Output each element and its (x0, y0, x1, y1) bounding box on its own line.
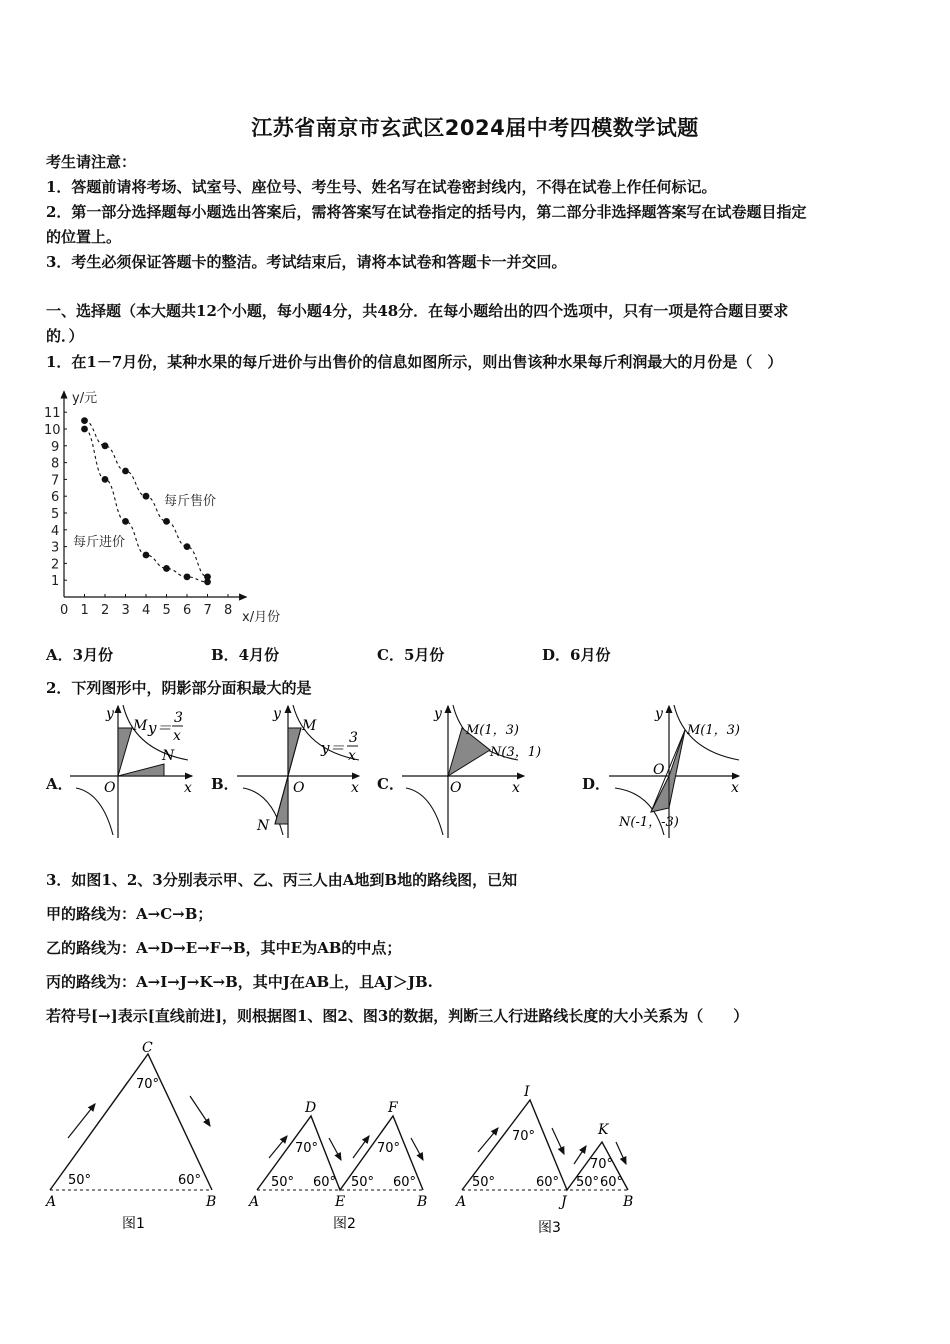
svg-text:N(-1，-3): N(-1，-3) (619, 815, 679, 830)
svg-text:N: N (162, 748, 175, 764)
svg-text:y＝: y＝ (148, 719, 172, 737)
section-heading-cont: 的．） (46, 327, 84, 345)
chart-x-axis-label: x/月份 (242, 610, 281, 625)
svg-text:3: 3 (349, 730, 358, 746)
svg-text:F: F (388, 1100, 398, 1116)
chart-x-tick-label: 0 (60, 603, 69, 618)
chart-x-tick-label: 7 (203, 603, 212, 618)
svg-text:50°: 50° (68, 1173, 92, 1188)
chart-y-tick-label: 10 (44, 423, 61, 438)
q3-route-bing: 丙的路线为：A→I→J→K→B，其中J在AB上，且AJ＞JB. (46, 973, 433, 991)
svg-text:x: x (348, 748, 356, 764)
svg-text:60°: 60° (178, 1173, 202, 1188)
svg-text:图1: 图1 (122, 1216, 145, 1232)
svg-text:O: O (293, 780, 305, 796)
q3-figure-3 (450, 1080, 650, 1240)
svg-text:A: A (249, 1194, 260, 1210)
svg-text:50°: 50° (576, 1175, 600, 1190)
chart-y-tick-label: 5 (51, 507, 60, 522)
q3-question: 若符号[→]表示[直线前进]，则根据图1、图2、图3的数据，判断三人行进路线长度的大小关系为（ ） (46, 1007, 749, 1025)
svg-text:M(1，3): M(1，3) (687, 723, 740, 738)
svg-text:A: A (46, 1194, 57, 1210)
chart-y-tick-label: 11 (44, 406, 61, 422)
chart-y-tick-label: 1 (51, 574, 60, 590)
q2-option-a-label: A． (46, 775, 73, 793)
svg-text:y: y (434, 706, 442, 722)
chart-point (122, 518, 129, 525)
chart-x-tick-label: 8 (224, 603, 233, 618)
svg-text:70°: 70° (377, 1141, 401, 1156)
svg-text:70°: 70° (512, 1129, 536, 1144)
svg-text:60°: 60° (393, 1175, 417, 1190)
svg-text:60°: 60° (536, 1175, 560, 1190)
svg-text:A: A (456, 1194, 467, 1210)
page-title: 江苏省南京市玄武区2024届中考四模数学试题 (251, 116, 699, 140)
q2-option-d-label: D． (582, 775, 611, 793)
q1-stem: 1．在1－7月份，某种水果的每斤进价与出售价的信息如图所示，则出售该种水果每斤利润最大的月份是（ ） (46, 353, 783, 371)
chart-point (184, 543, 191, 550)
svg-text:J: J (561, 1194, 567, 1210)
q3-stem: 3．如图1、2、3分别表示甲、乙、丙三人由A地到B地的路线图，已知 (46, 871, 518, 889)
chart-x-tick-label: 3 (121, 603, 130, 618)
svg-text:x: x (184, 780, 192, 796)
svg-text:B: B (417, 1194, 428, 1210)
notice-item-2: 2．第一部分选择题每小题选出答案后，需将答案写在试卷指定的括号内，第二部分非选择题答案写在试卷题目指定 (46, 203, 807, 221)
svg-text:60°: 60° (600, 1175, 624, 1190)
svg-text:N: N (257, 818, 270, 834)
svg-text:50°: 50° (472, 1175, 496, 1190)
chart-legend-buy: 每斤进价 (73, 535, 126, 550)
chart-y-axis-label: y/元 (72, 391, 98, 406)
chart-point (163, 518, 170, 525)
svg-text:图3: 图3 (538, 1220, 561, 1236)
chart-point (204, 578, 211, 585)
chart-x-tick-label: 5 (162, 603, 171, 618)
chart-legend-sell: 每斤售价 (164, 494, 217, 509)
q2-figure-a (70, 700, 200, 840)
chart-point (163, 565, 170, 572)
svg-text:x: x (512, 780, 520, 796)
chart-point (143, 493, 150, 500)
svg-text:M: M (302, 718, 317, 734)
svg-text:B: B (623, 1194, 634, 1210)
q1-option-c: C．5月份 (377, 646, 445, 664)
q2-option-b-label: B． (211, 775, 239, 793)
svg-text:60°: 60° (313, 1175, 337, 1190)
svg-text:M(1，3): M(1，3) (466, 723, 519, 738)
chart-point (102, 442, 109, 449)
svg-text:M: M (133, 718, 148, 734)
chart-x-tick-label: 1 (80, 603, 89, 618)
q2-figure-b (235, 700, 365, 840)
chart-x-tick-label: 4 (142, 603, 151, 618)
q2-option-c-label: C． (377, 775, 404, 793)
q1-option-d: D．6月份 (542, 646, 611, 664)
svg-text:I: I (524, 1084, 530, 1100)
svg-text:50°: 50° (271, 1175, 295, 1190)
chart-y-tick-label: 7 (51, 473, 60, 489)
q1-option-b: B．4月份 (211, 646, 280, 664)
chart-point (81, 417, 88, 424)
chart-y-tick-label: 9 (51, 439, 60, 455)
svg-text:B: B (206, 1194, 217, 1210)
q3-figure-1 (40, 1038, 230, 1238)
q3-route-yi: 乙的路线为：A→D→E→F→B，其中E为AB的中点； (46, 939, 402, 957)
svg-text:3: 3 (174, 710, 183, 726)
notice-item-3: 3．考生必须保证答题卡的整洁。考试结束后，请将本试卷和答题卡一并交回。 (46, 253, 567, 271)
svg-text:x: x (351, 780, 359, 796)
chart-point (184, 573, 191, 580)
notice-item-1: 1．答题前请将考场、试室号、座位号、考生号、姓名写在试卷密封线内，不得在试卷上作任何标记。 (46, 178, 717, 196)
chart-y-tick-label: 6 (51, 490, 60, 506)
svg-text:70°: 70° (590, 1157, 614, 1172)
svg-text:C: C (142, 1040, 153, 1056)
chart-y-tick-label: 2 (51, 557, 60, 573)
q2-figure-d (605, 700, 755, 840)
svg-text:D: D (305, 1100, 317, 1116)
q2-stem: 2．下列图形中，阴影部分面积最大的是 (46, 679, 312, 697)
section-heading: 一、选择题（本大题共12个小题，每小题4分，共48分．在每小题给出的四个选项中，只有一项是符合题目要求 (46, 302, 789, 320)
svg-text:y: y (106, 706, 114, 722)
chart-y-tick-label: 4 (51, 523, 60, 539)
svg-text:O: O (104, 780, 116, 796)
svg-text:70°: 70° (136, 1077, 160, 1092)
chart-point (102, 476, 109, 483)
svg-text:O: O (653, 762, 665, 778)
q1-chart (40, 385, 300, 630)
q3-figure-2 (245, 1098, 445, 1238)
svg-text:y＝: y＝ (321, 739, 345, 757)
svg-text:x: x (731, 780, 739, 796)
chart-point (81, 426, 88, 433)
notice-item-2-cont: 的位置上。 (46, 228, 122, 246)
q2-figure-c (400, 700, 560, 840)
svg-text:E: E (335, 1194, 346, 1210)
chart-y-tick-label: 3 (51, 540, 60, 556)
chart-point (143, 552, 150, 559)
svg-text:y: y (655, 706, 663, 722)
chart-y-tick-label: 8 (51, 456, 60, 472)
svg-text:图2: 图2 (333, 1216, 356, 1232)
chart-x-tick-label: 2 (101, 603, 110, 618)
q3-route-jia: 甲的路线为：A→C→B； (46, 905, 213, 923)
notice-heading: 考生请注意： (46, 153, 137, 171)
svg-text:70°: 70° (295, 1141, 319, 1156)
chart-x-tick-label: 6 (183, 603, 192, 618)
svg-text:50°: 50° (351, 1175, 375, 1190)
svg-text:K: K (598, 1122, 609, 1138)
svg-text:N(3，1): N(3，1) (490, 745, 542, 760)
chart-point (122, 468, 129, 475)
svg-text:O: O (450, 780, 462, 796)
svg-text:x: x (173, 728, 181, 744)
q1-option-a: A．3月份 (46, 646, 114, 664)
svg-text:y: y (273, 706, 281, 722)
